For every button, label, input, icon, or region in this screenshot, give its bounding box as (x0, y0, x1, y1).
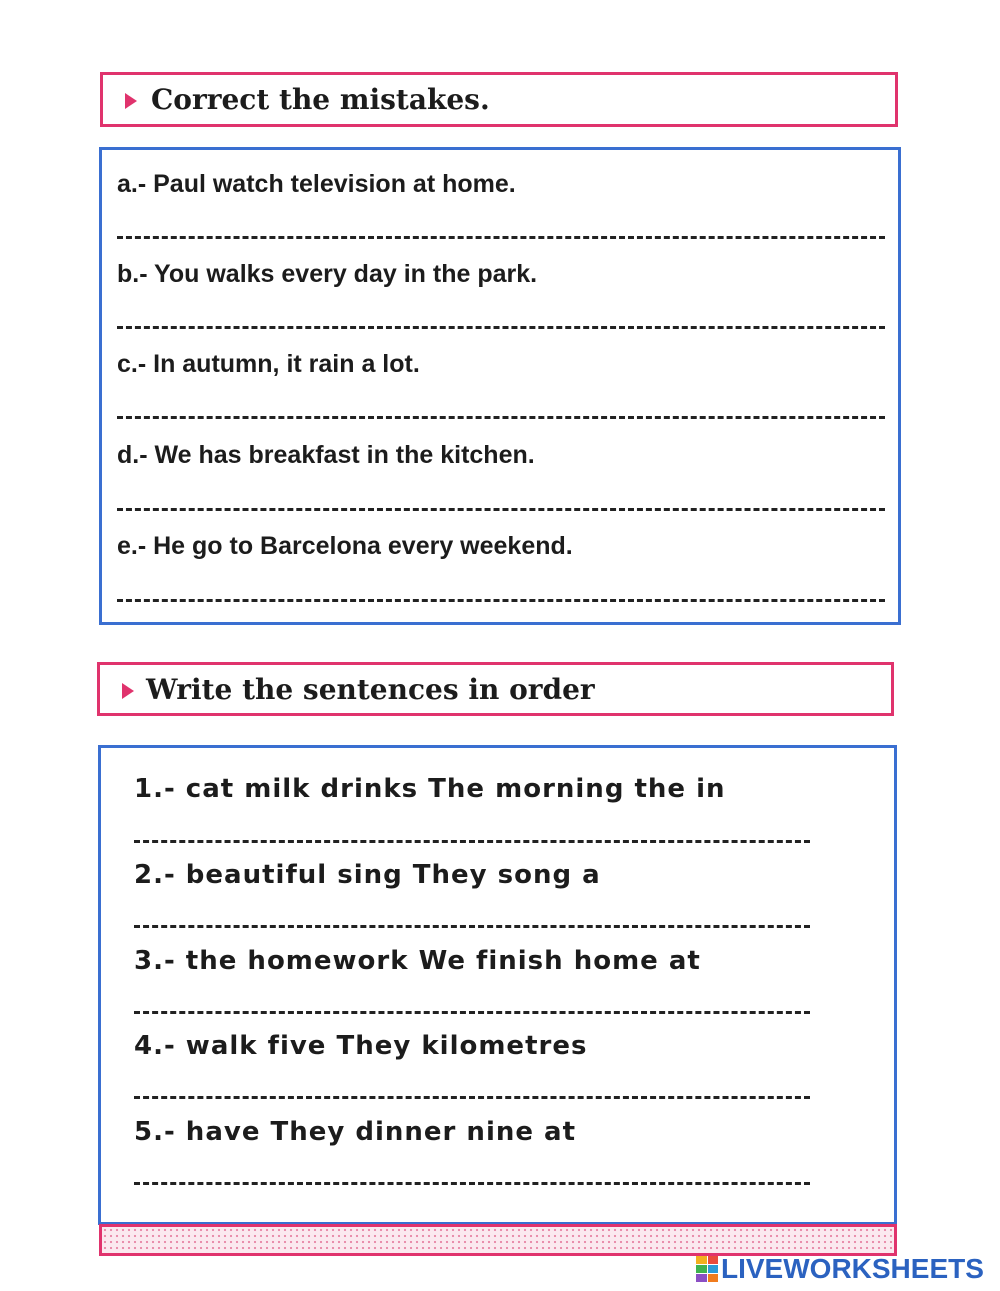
order-item-3: 3.- the homework We finish home at (134, 946, 701, 976)
order-item-4: 4.- walk five They kilometres (134, 1031, 588, 1061)
exercise-item-e: e.- He go to Barcelona every weekend. (117, 532, 573, 560)
exercise-item-c: c.- In autumn, it rain a lot. (117, 350, 420, 378)
answer-line-5[interactable] (134, 1182, 810, 1185)
section1-header (100, 72, 898, 127)
order-item-5: 5.- have They dinner nine at (134, 1117, 577, 1147)
section2-exercise-box (98, 745, 897, 1225)
answer-line-2[interactable] (134, 925, 810, 928)
section1-exercise-box (99, 147, 901, 625)
answer-line-b[interactable] (117, 326, 885, 329)
brand-name: LIVEWORKSHEETS (721, 1253, 984, 1284)
answer-line-3[interactable] (134, 1011, 810, 1014)
decorative-dotted-strip (99, 1224, 897, 1256)
section1-title: Correct the mistakes. (151, 83, 490, 116)
exercise-item-d: d.- We has breakfast in the kitchen. (117, 441, 535, 469)
answer-line-e[interactable] (117, 599, 885, 602)
answer-line-d[interactable] (117, 508, 885, 511)
answer-line-1[interactable] (134, 840, 810, 843)
play-triangle-icon (122, 683, 134, 699)
liveworksheets-logo-icon (696, 1256, 718, 1282)
play-triangle-icon (125, 93, 137, 109)
brand-logo (696, 1254, 984, 1284)
section2-header (97, 662, 894, 716)
order-item-2: 2.- beautiful sing They song a (134, 860, 601, 890)
order-item-1: 1.- cat milk drinks The morning the in (134, 774, 726, 804)
exercise-item-b: b.- You walks every day in the park. (117, 260, 538, 288)
answer-line-4[interactable] (134, 1096, 810, 1099)
answer-line-c[interactable] (117, 416, 885, 419)
exercise-item-a: a.- Paul watch television at home. (117, 170, 516, 198)
section2-title: Write the sentences in order (146, 673, 595, 706)
answer-line-a[interactable] (117, 236, 885, 239)
